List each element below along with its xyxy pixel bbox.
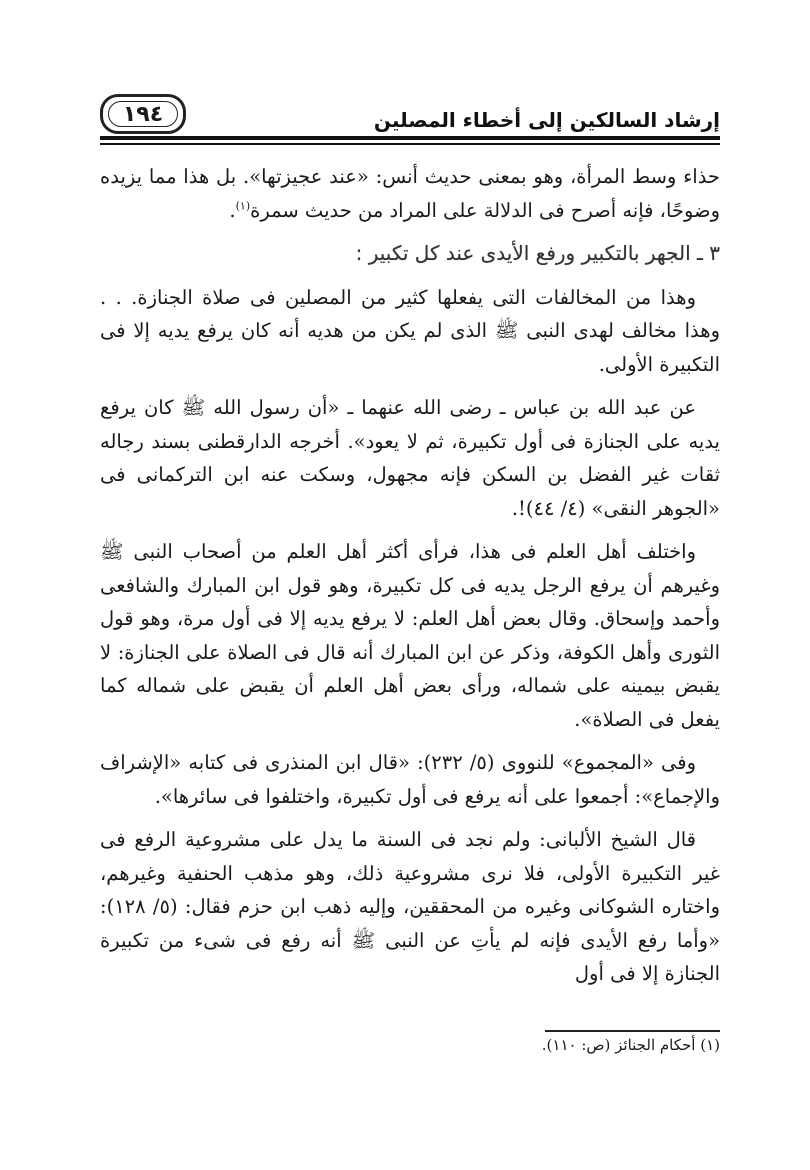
header-rule-thin (100, 143, 720, 145)
page-header (100, 92, 720, 140)
footnote: (١) أحكام الجنائز (ص: ١١٠). (541, 1036, 720, 1054)
footnote-rule (545, 1030, 720, 1032)
paragraph-6: قال الشيخ الألبانى: ولم نجد فى السنة ما يدل على مشروعية الرفع فى غير التكبيرة الأولى، فلا نرى مشروعية ذلك، وهو مذهب الحنفية وغيرهم، واختاره الشوكانى وغيره من المحققين، وإليه ذهب ابن حزم فقال: (٥/ ١٢٨): «وأما رفع الأيدى فإنه لم يأتِ عن النبى ﷺ أنه رفع فى شىء من تكبيرة الجنازة إلا فى أول (100, 828, 720, 985)
paragraph-3: عن عبد الله بن عباس ـ رضى الله عنهما ـ «أن رسول الله ﷺ كان يرفع يديه على الجنازة فى أول تكبيرة، ثم لا يعود». أخرجه الدارقطنى بسند رجاله ثقات غير الفضل بن السكن فإنه مجهول، وسكت عنه ابن التركمانى فى «الجوهر النقى» (٤/ ٤٤)!. (100, 396, 720, 520)
paragraph-2: وهذا من المخالفات التى يفعلها كثير من المصلين فى صلاة الجنازة. . . وهذا مخالف لهدى النبى ﷺ الذى لم يكن من هديه أنه كان يرفع يديه إلا فى التكبيرة الأولى. (100, 285, 720, 376)
footnote-ref: (١) (235, 199, 251, 212)
paragraph-1-end: . (229, 198, 236, 222)
paragraph-4: واختلف أهل العلم فى هذا، فرأى أكثر أهل العلم من أصحاب النبى ﷺ وغيرهم أن يرفع الرجل يديه فى كل تكبيرة، وهو قول ابن المبارك والشافعى وأحمد وإسحاق. وقال بعض أهل العلم: لا يرفع يديه إلا فى أول مرة، وهو قول الثورى وأهل الكوفة، وذكر عن ابن المبارك أنه قال فى الصلاة على الجنازة: لا يقبض بيمينه على شماله، ورأى بعض أهل العلم أن يقبض على شماله كما يفعل فى الصلاة». (100, 540, 721, 731)
page-number-frame (100, 94, 186, 134)
header-rule-thick (100, 136, 720, 140)
running-title: إرشاد السالكين إلى أخطاء المصلين (373, 108, 720, 132)
paragraph-5: وفى «المجموع» للنووى (٥/ ٢٣٢): «قال ابن المنذرى فى كتابه «الإشراف والإجماع»: أجمعوا على أنه يرفع فى أول تكبيرة، واختلفوا فى سائرها». (100, 751, 720, 808)
paragraph-1 (100, 160, 720, 227)
paragraph-1-text: حذاء وسط المرأة، وهو بمعنى حديث أنس: «عند عجيزتها». بل هذا مما يزيده وضوحًا، فإنه أصرح فى الدلالة على المراد من حديث سمرة (100, 165, 720, 222)
section-heading: ٣ ـ الجهر بالتكبير ورفع الأيدى عند كل تكبير : (355, 241, 720, 265)
body-text (100, 160, 720, 1001)
page-number: ١٩٤ (108, 101, 178, 127)
